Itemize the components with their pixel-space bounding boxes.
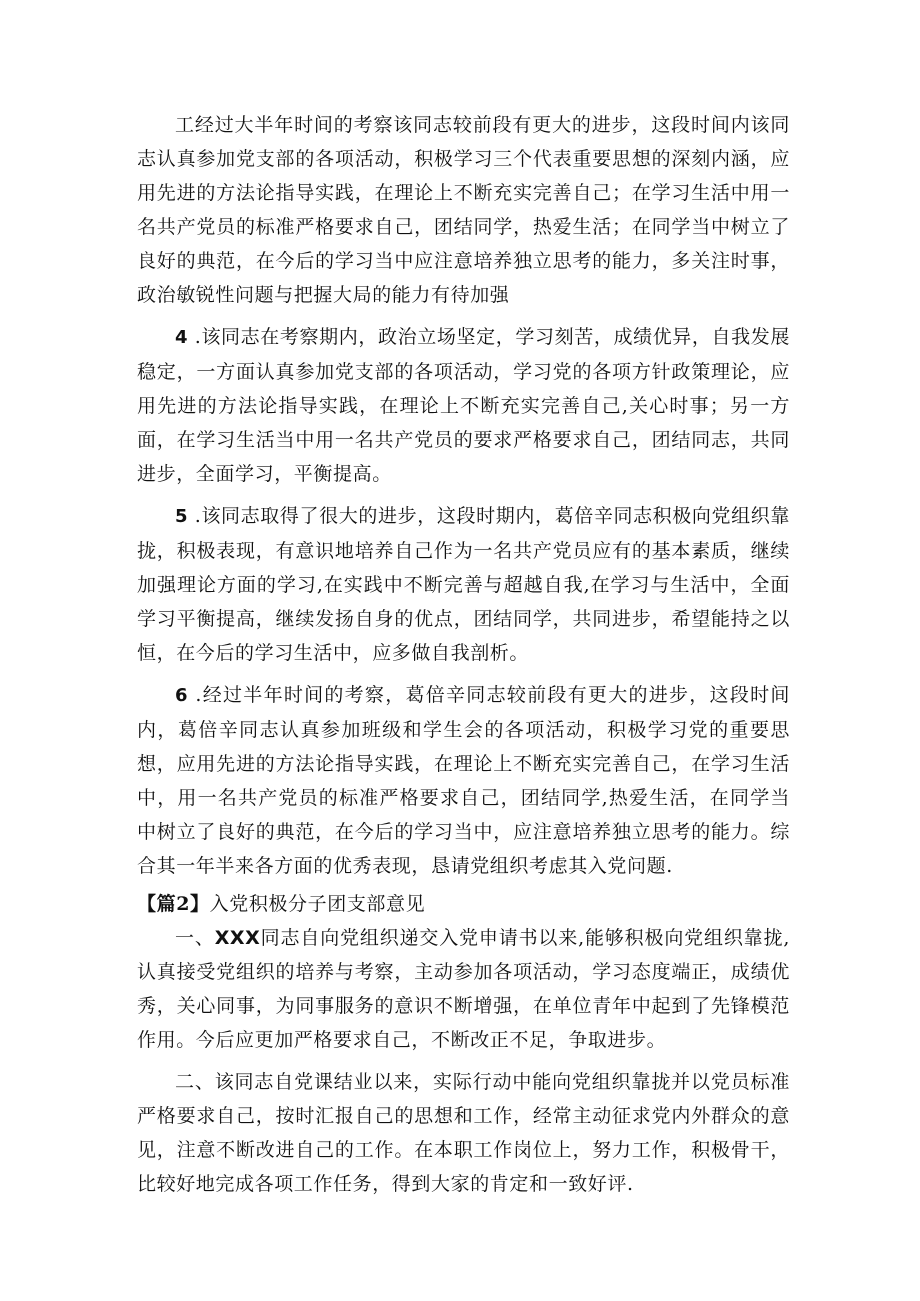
paragraph-opinion-1 <box>137 921 790 1057</box>
section-tag: 【篇2】 <box>137 893 210 915</box>
paragraph-number: 4 <box>175 327 189 348</box>
member-name: XXX <box>214 927 261 949</box>
paragraph-evaluation-3 <box>137 108 790 312</box>
paragraph-text: 同志自向党组织递交入党申请书以来,能够积极向党组织靠拢,认真接受党组织的培养与考察，主动参加各项活动，学习态度端正，成绩优秀，关心同事，为同事服务的意识不断增强，在单位青年中起到了先锋模范作用。今后应更加严格要求自己，不断改正不足，争取进步。 <box>137 927 790 1051</box>
section-heading <box>137 887 790 921</box>
paragraph-text: .该同志在考察期内，政治立场坚定，学习刻苦，成绩优异，自我发展稳定，一方面认真参加党支部的各项活动，学习党的各项方针政策理论，应用先进的方法论指导实践，在理论上不断充实完善自己,关心时事；另一方面，在学习生活当中用一名共产党员的要求严格要求自己，团结同志，共同进步，全面学习，平衡提高。 <box>137 326 790 485</box>
paragraph-conclusion: 综合其一年半来各方面的优秀表现，恳请党组织考虑其入党问题. <box>137 821 790 877</box>
paragraph-evaluation-5 <box>137 499 790 670</box>
paragraph-text: 工经过大半年时间的考察该同志较前段有更大的进步，这段时间内该同志认真参加党支部的各项活动，积极学习三个代表重要思想的深刻内涵，应用先进的方法论指导实践，在理论上不断充实完善自己；在学习生活中用一名共产党员的标准严格要求自己，团结同学，热爱生活；在同学当中树立了良好的典范，在今后的学习当中应注意培养独立思考的能力，多关注时事，政治敏锐性问题与把握大局的能力有待加强 <box>137 114 790 306</box>
paragraph-number: 5 <box>175 506 189 527</box>
paragraph-text: .该同志取得了很大的进步，这段时期内，葛倍辛同志积极向党组织靠拢，积极表现，有意识地培养自己作为一名共产党员应有的基本素质，继续加强理论方面的学习,在实践中不断完善与超越自我,在学习与生活中，全面学习平衡提高，继续发扬自身的优点，团结同学，共同进步，希望能持之以恒，在今后的学习生活中，应多做自我剖析。 <box>137 505 790 664</box>
paragraph-text: .经过半年时间的考察，葛倍辛同志较前段有更大的进步，这段时间内，葛倍辛同志认真参加班级和学生会的各项活动，积极学习党的重要思想，应用先进的方法论指导实践，在理论上不断充实完善自己，在学习生活中，用一名共产党员的标准严格要求自己，团结同学,热爱生活，在同学当中树立了良好的典范，在今后的学习当中，应注意培养独立思考的能力。 <box>137 684 790 843</box>
paragraph-number: 6 <box>175 685 189 706</box>
paragraph-evaluation-4 <box>137 320 790 491</box>
paragraph-text: 二、该同志自党课结业以来，实际行动中能向党组织靠拢并以党员标准严格要求自己，按时汇报自己的思想和工作，经常主动征求党内外群众的意见，注意不断改进自己的工作。在本职工作岗位上，努力工作，积极骨干，比较好地完成各项工作任务，得到大家的肯定和一致好评. <box>137 1071 790 1195</box>
paragraph-evaluation-6 <box>137 678 790 883</box>
paragraph-prefix: 一、 <box>175 927 215 949</box>
paragraph-opinion-2 <box>137 1065 790 1201</box>
section-title: 入党积极分子团支部意见 <box>209 893 426 915</box>
